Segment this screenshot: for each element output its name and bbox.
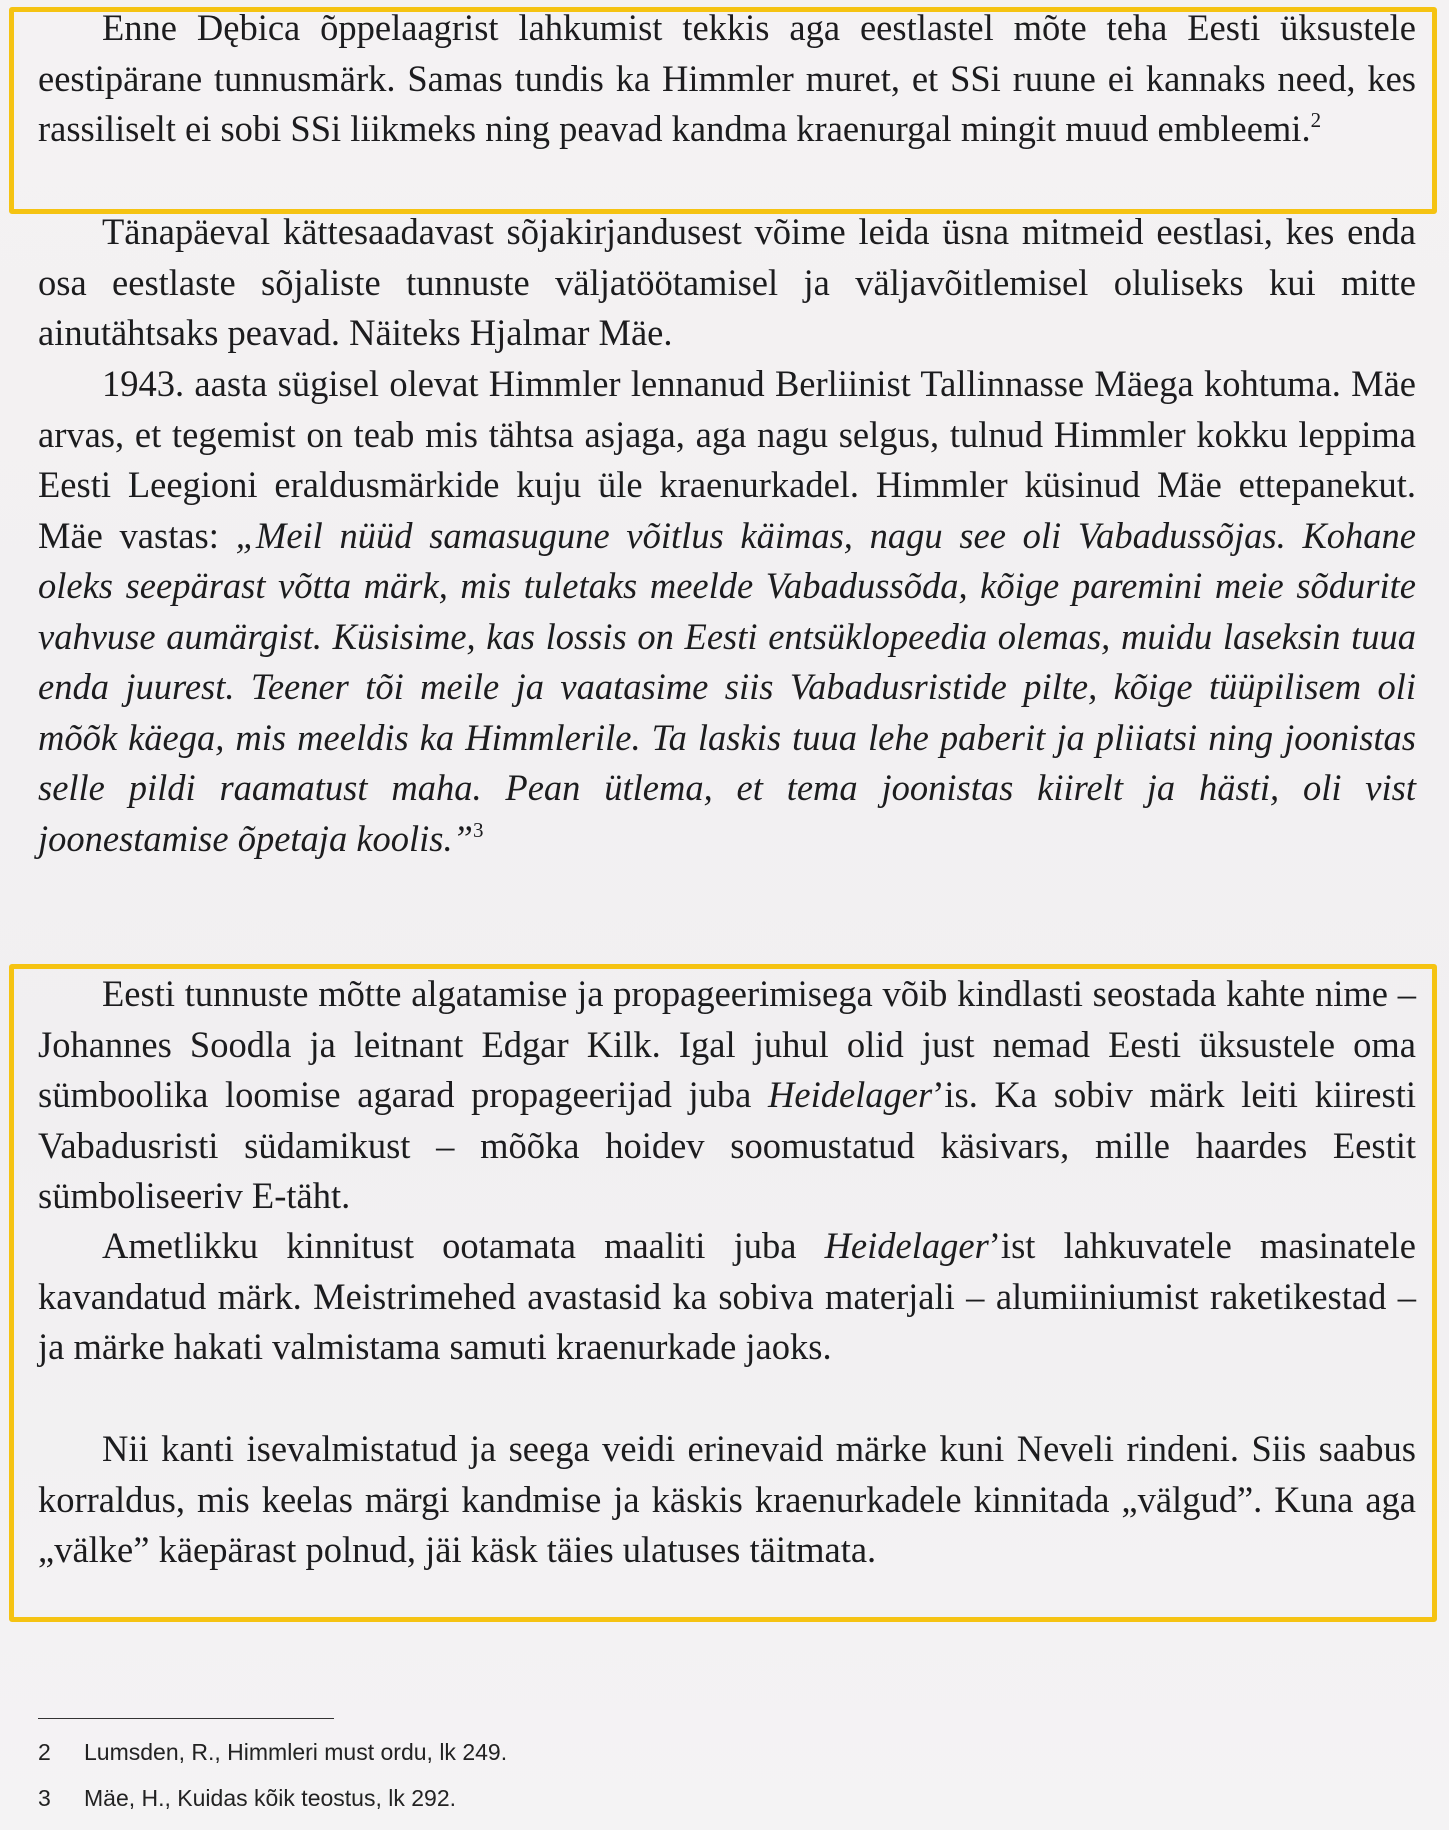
paragraph-4: Eesti tunnuste mõtte algatamise ja propageerimisega võib kindlasti seostada kahte nime – Johannes Soodla ja leitnant Edgar Kilk. Igal juhul olid just nemad Eesti üksustele oma sümboolika loomise agarad propageerijad juba Heidelager’is. Ka sobiv märk leiti kiiresti Vabadusristi südamikust – mõõka hoidev soomustatud käsivars, mille haardes Eestit sümboliseeriv E-täht. bbox=[38, 973, 1416, 1216]
highlight-box-top bbox=[9, 7, 1437, 214]
paragraph-1: Enne Dębica õppelaagrist lahkumist tekkis aga eestlastel mõte teha Eesti üksustele eestipärane tunnusmärk. Samas tundis ka Himmler muret, et SSi ruune ei kannaks need, kes rassiliselt ei sobi SSi liikmeks ning peavad kandma kraenurgal mingit muud embleemi.$^2$ bbox=[38, 7, 1416, 149]
footnote-divider bbox=[38, 1718, 334, 1719]
paragraph-2: Tänapäeval kättesaadavast sõjakirjandusest võime leida üsna mitmeid eestlasi, kes enda osa eestlaste sõjaliste tunnuste väljatöötamisel ja väljavõitlemisel oluliseks kui mitte ainutähtsaks peavad. Näiteks Hjalmar Mäe. bbox=[38, 211, 1416, 353]
mae-quote: „Meil nüüd samasugune võitlus käimas, nagu see oli Vabadussõjas. Kohane oleks seepärast võtta märk, mis tuletaks meelde Vabadussõda, kõige paremini meie sõdurite vahvuse aumärgist. Küsisime, kas lossis on Eesti entsüklopeedia olemas, muidu laseksin tuua enda juurest. Teener tõi meile ja vaatasime siis Vabadusristide pilte, kõige tüüpilisem oli mõõk käega, mis meeldis ka Himmlerile. Ta laskis tuua lehe paberit ja pliiatsi ning joonistas selle pildi raamatust maha. Pean ütlema, et tema joonistas kiirelt ja hästi, oli vist joonestamise õpetaja koolis.” bbox=[38, 514, 1416, 859]
footnote-ref-2: 2 bbox=[1310, 108, 1322, 132]
footnote-ref-3: 3 bbox=[472, 817, 484, 842]
paragraph-3: 1943. aasta sügisel olevat Himmler lennanud Berliinist Tallinnasse Mäega kohtuma. Mäe arvas, et tegemist on teab mis tähtsa asjaga, aga nagu selgus, tulnud Himmler kokku leppima Eesti Leegioni eraldusmärkide kuju üle kraenurkadel. Himmler küsinud Mäe ettepanekut. Mäe vastas: „Meil nüüd samasugune võitlus käimas, nagu see oli Vabadussõjas. Kohane oleks seepärast võtta märk, mis tuletaks meelde Vabadussõda, kõige paremini meie sõdurite vahvuse aumärgist. Küsisime, kas lossis on Eesti entsüklopeedia olemas, muidu laseksin tuua enda juurest. Teener tõi meile ja vaatasime siis Vabadusristide pilte, kõige tüüpilisem oli mõõk käega, mis meeldis ka Himmlerile. Ta laskis tuua lehe paberit ja pliiatsi ning joonistas selle pildi raamatust maha. Pean ütlema, et tema joonistas kiirelt ja hästi, oli vist joonestamise õpetaja koolis.”$^3$ bbox=[38, 363, 1416, 859]
paragraph-6: Nii kanti isevalmistatud ja seega veidi erinevaid märke kuni Neveli rindeni. Siis saabus korraldus, mis keelas märgi kandmise ja käskis kraenurkadele kinnitada „välgud”. Kuna aga „välke” käepärast polnud, jäi käsk täies ulatuses täitmata. bbox=[38, 1428, 1416, 1570]
highlight-box-bottom bbox=[9, 964, 1437, 1622]
footnote-3: 3 Mäe, H., Kuidas kõik teostus, lk 292. bbox=[38, 1785, 457, 1811]
paragraph-5: Ametlikku kinnitust ootamata maaliti juba Heidelager’ist lahkuvatele masinatele kavandatud märk. Meistrimehed avastasid ka sobiva materjali – alumiiniumist raketikestad – ja märke hakati valmistama samuti kraenurkade jaoks. bbox=[38, 1225, 1416, 1367]
footnote-2: 2 Lumsden, R., Himmleri must ordu, lk 249. bbox=[38, 1739, 508, 1765]
